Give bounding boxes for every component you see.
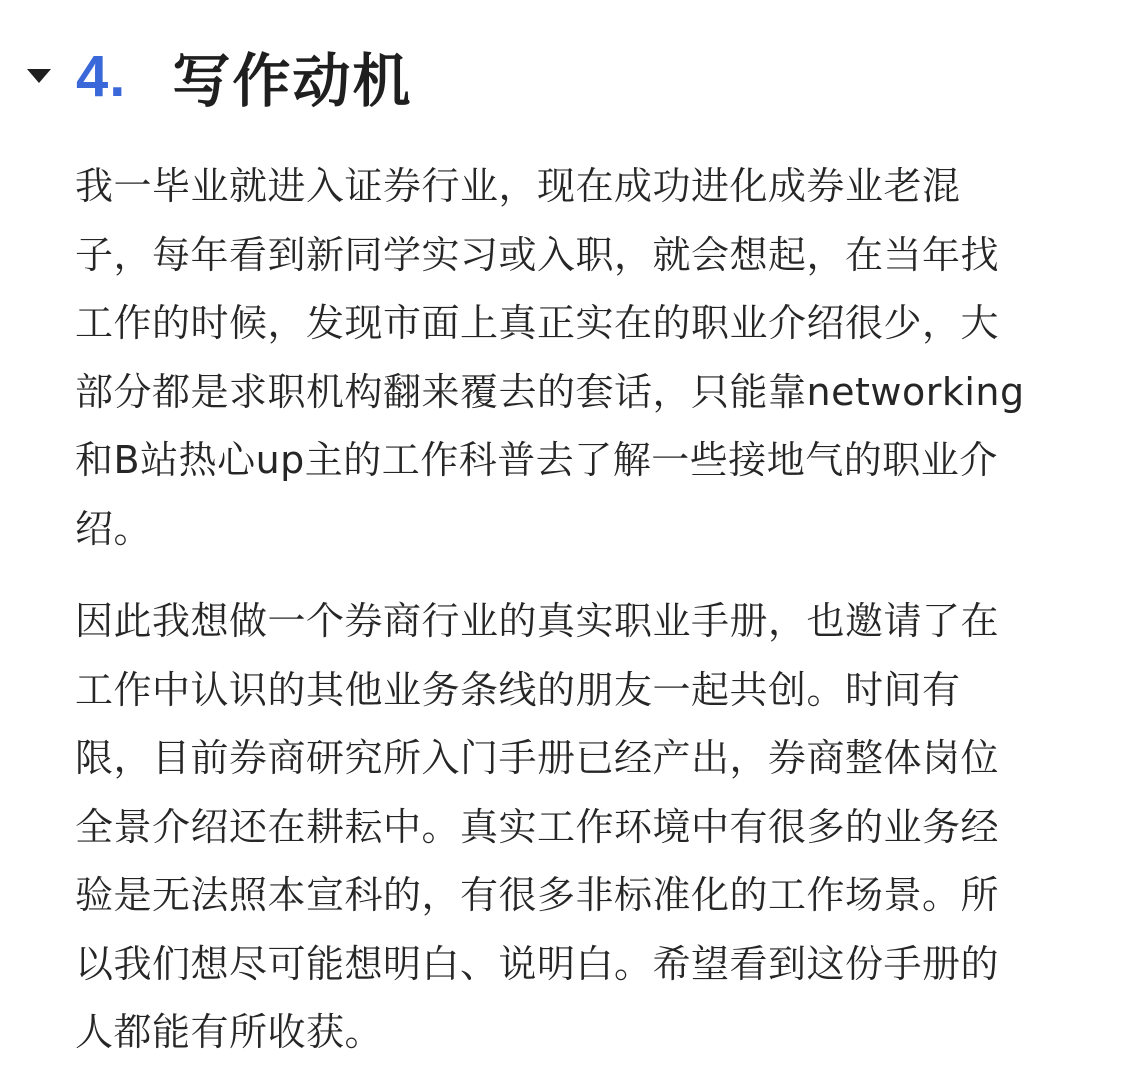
paragraph-line: 子，每年看到新同学实习或入职，就会想起，在当年找 xyxy=(75,232,1000,277)
paragraph-line: 绍。 xyxy=(75,506,153,551)
paragraph-line: 我一毕业就进入证券行业，现在成功进化成券业老混 xyxy=(75,164,961,208)
paragraph-motivation xyxy=(75,152,1075,563)
paragraph-line: 因此我想做一个券商行业的真实职业手册，也邀请了在 xyxy=(75,599,1000,643)
section-heading-toggle[interactable] xyxy=(22,38,412,114)
paragraph-purpose xyxy=(75,587,1075,1067)
section-number: 4. xyxy=(76,43,127,109)
paragraph-line: 以我们想尽可能想明白、说明白。希望看到这份手册的 xyxy=(75,941,1000,986)
paragraph-line: 和B站热心up主的工作科普去了解一些接地气的职业介 xyxy=(75,438,998,482)
paragraph-line: 工作中认识的其他业务条线的朋友一起共创。时间有 xyxy=(75,667,961,712)
paragraph-line: 限，目前券商研究所入门手册已经产出，券商整体岗位 xyxy=(75,736,1000,780)
paragraph-line: 人都能有所收获。 xyxy=(75,1010,384,1054)
section-title: 写作动机 xyxy=(172,47,413,115)
paragraph-line: 部分都是求职机构翻来覆去的套话，只能靠networking xyxy=(75,369,1025,414)
paragraph-line: 工作的时候，发现市面上真正实在的职业介绍很少，大 xyxy=(75,301,1000,345)
paragraph-line: 全景介绍还在耕耘中。真实工作环境中有很多的业务经 xyxy=(75,804,1000,849)
paragraph-line: 验是无法照本宣科的，有很多非标准化的工作场景。所 xyxy=(75,873,1000,917)
caret-down-icon[interactable] xyxy=(22,59,56,93)
